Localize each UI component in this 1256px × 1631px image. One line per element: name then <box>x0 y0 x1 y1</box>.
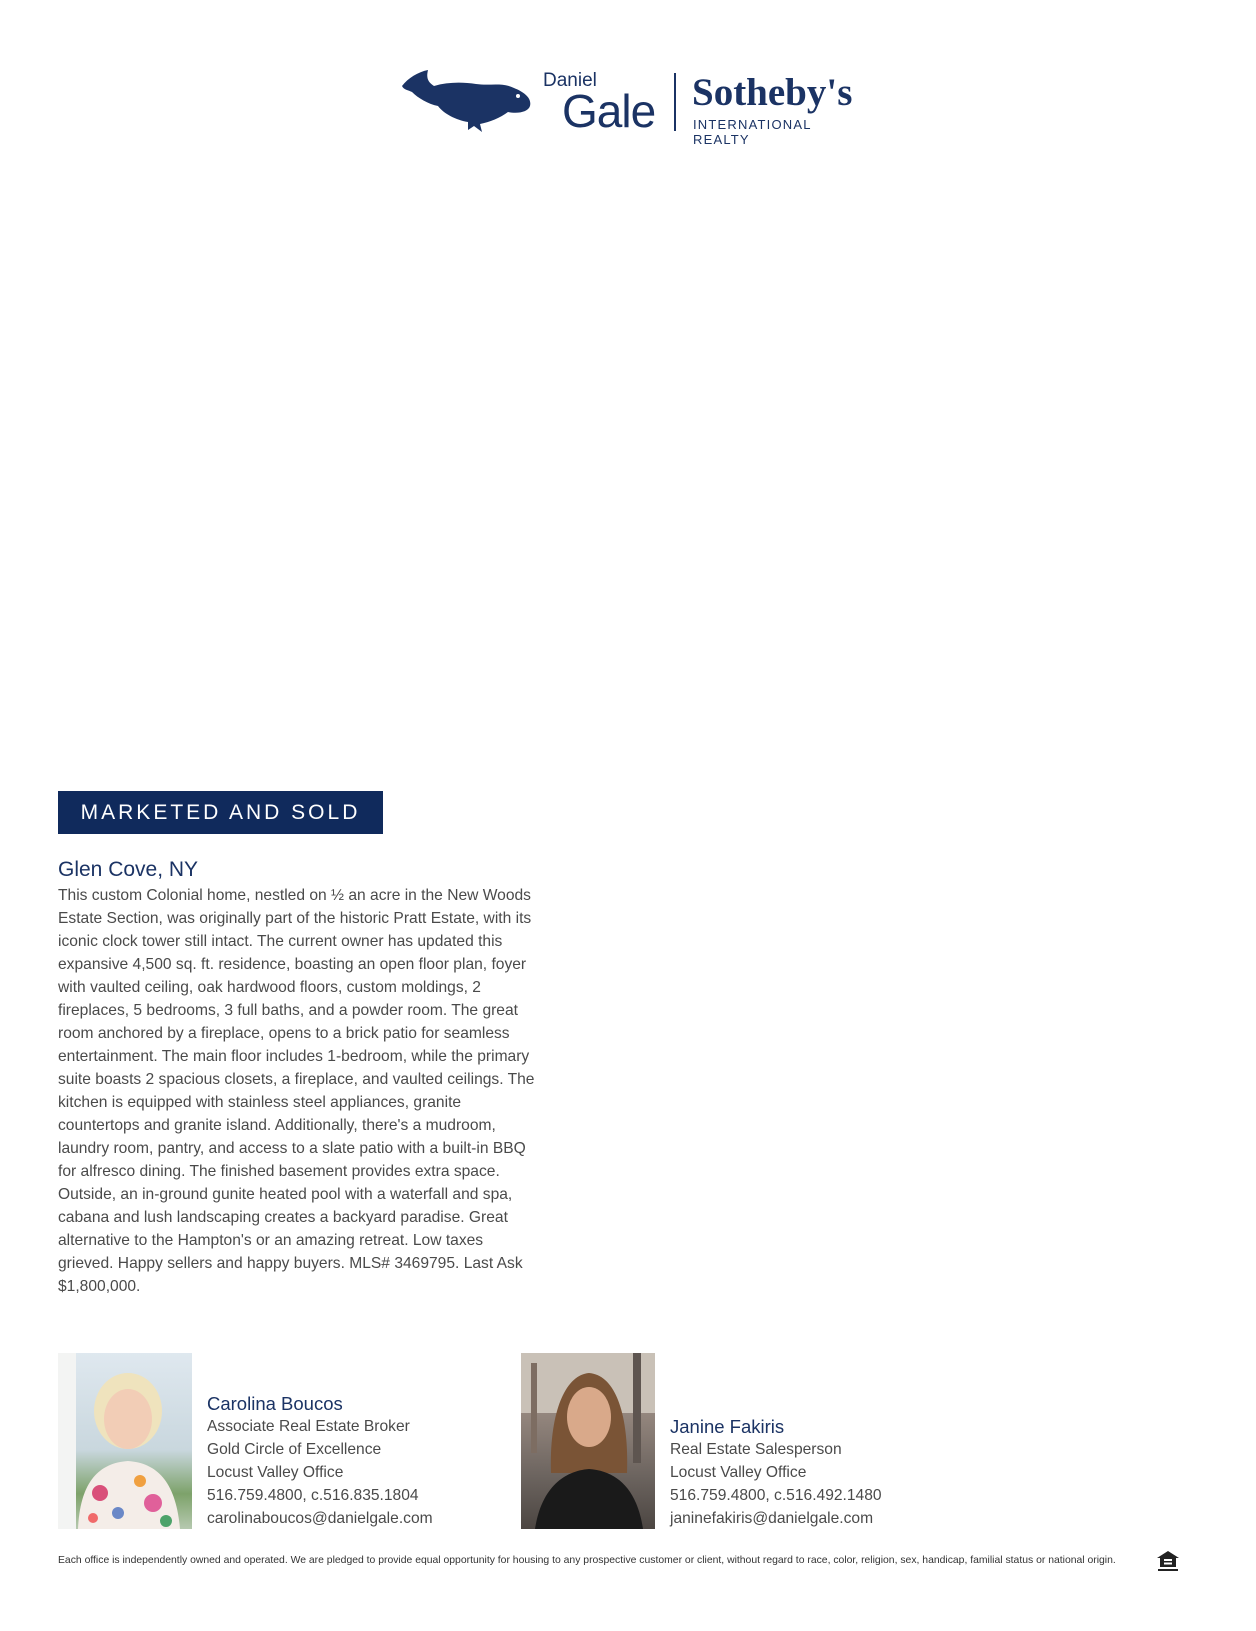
company-logo <box>398 66 868 147</box>
logo-divider <box>674 73 676 131</box>
logo-international-realty-text: INTERNATIONAL REALTY <box>693 117 812 147</box>
agent-phone: 516.759.4800, c.516.492.1480 <box>670 1487 882 1504</box>
agent-photo-carolina-boucos <box>58 1353 192 1529</box>
agent-photo-janine-fakiris <box>521 1353 655 1529</box>
agent-title: Associate Real Estate Broker <box>207 1418 410 1435</box>
listing-location: Glen Cove, NY <box>58 858 199 881</box>
footer-disclaimer: Each office is independently owned and operated. We are pledged to provide equal opportunity for housing to any prospective customer or client, without regard to race, color, religion, sex, handicap, familial status or national origin. <box>58 1555 1116 1566</box>
agent-office: Locust Valley Office <box>670 1464 807 1481</box>
whale-logo-icon <box>398 68 534 134</box>
agent-phone: 516.759.4800, c.516.835.1804 <box>207 1487 419 1504</box>
agent-name: Carolina Boucos <box>207 1393 343 1414</box>
equal-housing-opportunity-icon <box>1156 1550 1180 1572</box>
agent-title: Real Estate Salesperson <box>670 1441 842 1458</box>
marketed-and-sold-badge: MARKETED AND SOLD <box>58 791 383 834</box>
agent-name: Janine Fakiris <box>670 1416 785 1437</box>
logo-daniel-text: Daniel <box>543 70 597 91</box>
agent-award: Gold Circle of Excellence <box>207 1441 382 1458</box>
logo-sothebys-text: Sotheby's <box>692 71 853 114</box>
logo-gale-text: Gale <box>562 85 656 137</box>
listing-description: This custom Colonial home, nestled on ½ an acre in the New Woods Estate Section, was originally part of the historic Pratt Estate, with its iconic clock tower still intact. The current owner has updated this expansive 4,500 sq. ft. residence, boasting an open floor plan, foyer with vaulted ceiling, oak hardwood floors, custom moldings, 2 fireplaces, 5 bedrooms, 3 full baths, and a powder room. The great room anchored by a fireplace, opens to a brick patio for seamless entertainment. The main floor includes 1-bedroom, while the primary suite boasts 2 spacious closets, a fireplace, and vaulted ceilings. The kitchen is equipped with stainless steel appliances, granite countertops and granite island. Additionally, there's a mudroom, laundry room, pantry, and access to a slate patio with a built-in BBQ for alfresco dining. The finished basement provides extra space. Outside, an in-ground gunite heated pool with a waterfall and spa, cabana and lush landscaping creates a backyard paradise. Great alternative to the Hampton's or an amazing retreat. Low taxes grieved. Happy sellers and happy buyers. MLS# 3469795. Last Ask $1,800,000. <box>58 887 535 1295</box>
agent-email[interactable]: janinefakiris@danielgale.com <box>670 1510 874 1527</box>
agent-office: Locust Valley Office <box>207 1464 344 1481</box>
agent-email[interactable]: carolinaboucos@danielgale.com <box>207 1510 433 1527</box>
